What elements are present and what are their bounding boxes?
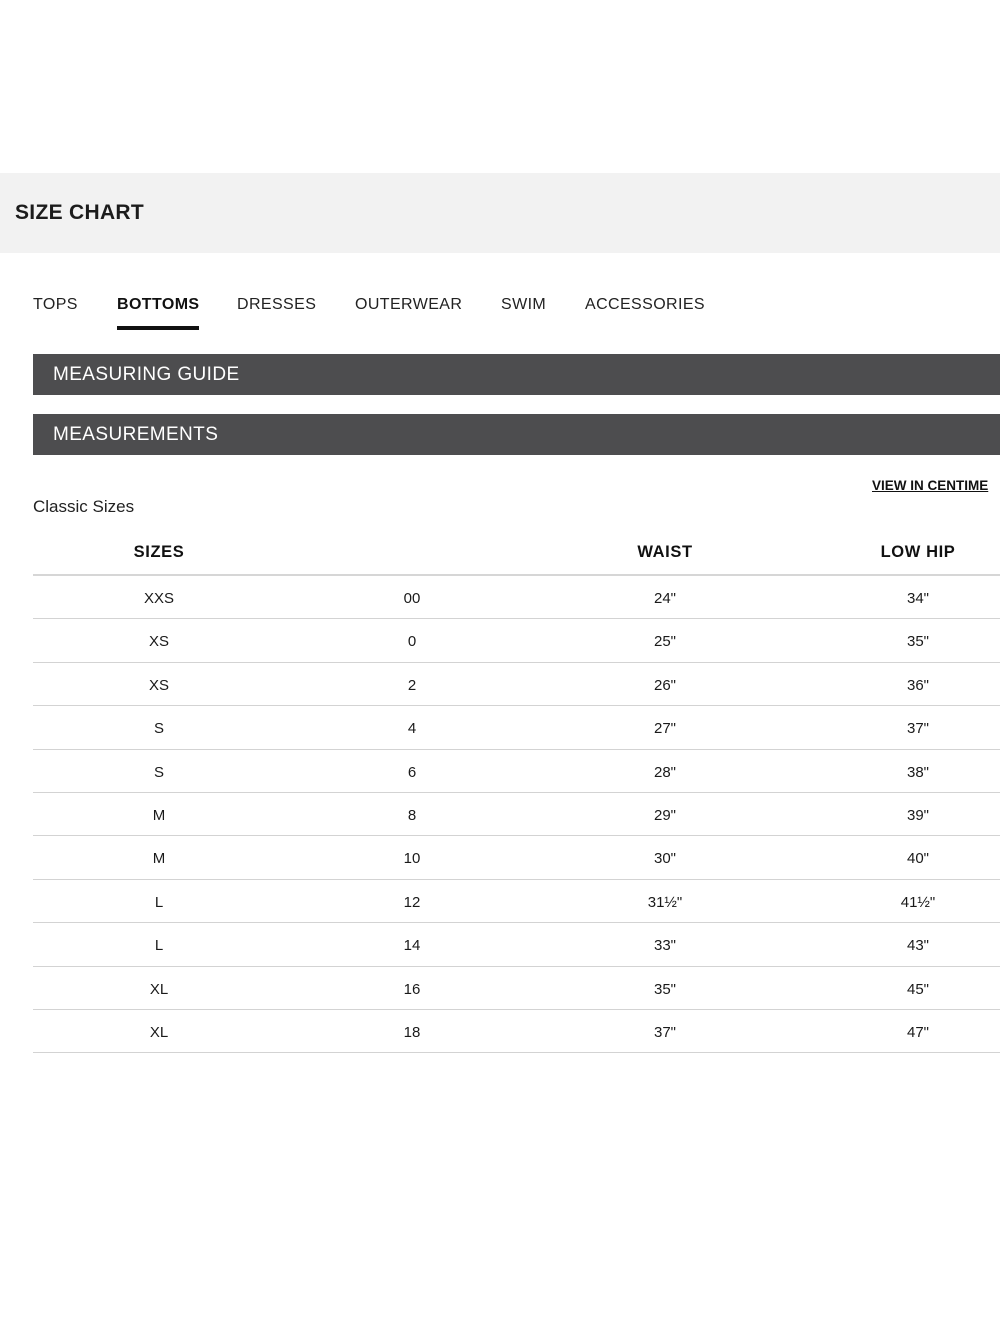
- tab-swim[interactable]: SWIM: [501, 296, 547, 313]
- table-row: [33, 576, 1000, 619]
- cell-number: 10: [403, 850, 421, 868]
- cell-size: XL: [149, 1023, 169, 1041]
- cell-number: 2: [407, 676, 417, 694]
- size-chart-header: [0, 173, 1000, 253]
- table-row: [33, 923, 1000, 966]
- cell-number: 16: [403, 980, 421, 998]
- cell-size: XXS: [143, 590, 175, 607]
- cell-waist: 33": [653, 937, 677, 955]
- table-row: [33, 880, 1000, 923]
- cell-waist: 35": [653, 980, 677, 998]
- header-sizes: SIZES: [133, 543, 185, 561]
- cell-number: 4: [407, 720, 417, 738]
- cell-low-hip: 43": [906, 937, 930, 955]
- size-table: [33, 531, 1000, 1053]
- cell-size: L: [154, 893, 164, 911]
- cell-waist: 29": [653, 806, 677, 824]
- measuring-guide-label: MEASURING GUIDE: [53, 364, 240, 385]
- cell-waist: 28": [653, 763, 677, 781]
- cell-number: 0: [407, 633, 417, 651]
- tab-tops[interactable]: TOPS: [33, 296, 78, 313]
- cell-number: 14: [403, 937, 421, 955]
- tab-bottoms[interactable]: BOTTOMS: [117, 296, 200, 313]
- cell-low-hip: 34": [906, 590, 930, 607]
- cell-size: M: [152, 850, 166, 868]
- tab-dresses[interactable]: DRESSES: [237, 296, 317, 313]
- cell-low-hip: 45": [906, 980, 930, 998]
- table-row: [33, 750, 1000, 793]
- cell-waist: 25": [653, 633, 677, 651]
- table-subtitle: Classic Sizes: [33, 497, 135, 516]
- view-in-centimeters-link[interactable]: VIEW IN CENTIME: [872, 478, 989, 493]
- table-row: [33, 793, 1000, 836]
- cell-size: XS: [148, 676, 170, 694]
- table-row: [33, 967, 1000, 1010]
- cell-number: 12: [403, 893, 421, 911]
- measurements-label: MEASUREMENTS: [53, 424, 219, 445]
- cell-waist: 26": [653, 676, 677, 694]
- cell-waist: 24": [653, 590, 677, 607]
- cell-size: L: [154, 937, 164, 955]
- cell-low-hip: 40": [906, 850, 930, 868]
- cell-low-hip: 36": [906, 676, 930, 694]
- measuring-guide-accordion[interactable]: [33, 354, 1000, 395]
- cell-number: 18: [403, 1023, 421, 1041]
- cell-number: 8: [407, 806, 417, 824]
- cell-size: XL: [149, 980, 169, 998]
- cell-number: 00: [403, 590, 421, 607]
- cell-waist: 31½": [647, 893, 683, 911]
- table-row: [33, 1010, 1000, 1053]
- header-low-hip: LOW HIP: [880, 543, 956, 561]
- cell-low-hip: 39": [906, 806, 930, 824]
- measurements-accordion[interactable]: [33, 414, 1000, 455]
- cell-low-hip: 47": [906, 1023, 930, 1041]
- tab-outerwear[interactable]: OUTERWEAR: [355, 296, 463, 313]
- table-row: [33, 836, 1000, 879]
- cell-size: S: [153, 763, 165, 781]
- table-row: [33, 619, 1000, 662]
- cell-waist: 37": [653, 1023, 677, 1041]
- cell-number: 6: [407, 763, 417, 781]
- tab-accessories[interactable]: ACCESSORIES: [585, 296, 705, 313]
- cell-low-hip: 41½": [900, 893, 936, 911]
- cell-low-hip: 37": [906, 720, 930, 738]
- page-title: SIZE CHART: [15, 201, 144, 224]
- cell-size: M: [152, 806, 166, 824]
- cell-waist: 30": [653, 850, 677, 868]
- table-row: [33, 663, 1000, 706]
- table-header-row: [33, 531, 1000, 576]
- cell-low-hip: 38": [906, 763, 930, 781]
- cell-size: XS: [148, 633, 170, 651]
- active-tab-indicator: [117, 326, 199, 330]
- cell-size: S: [153, 720, 165, 738]
- header-waist: WAIST: [637, 543, 693, 561]
- cell-low-hip: 35": [906, 633, 930, 651]
- table-row: [33, 706, 1000, 749]
- cell-waist: 27": [653, 720, 677, 738]
